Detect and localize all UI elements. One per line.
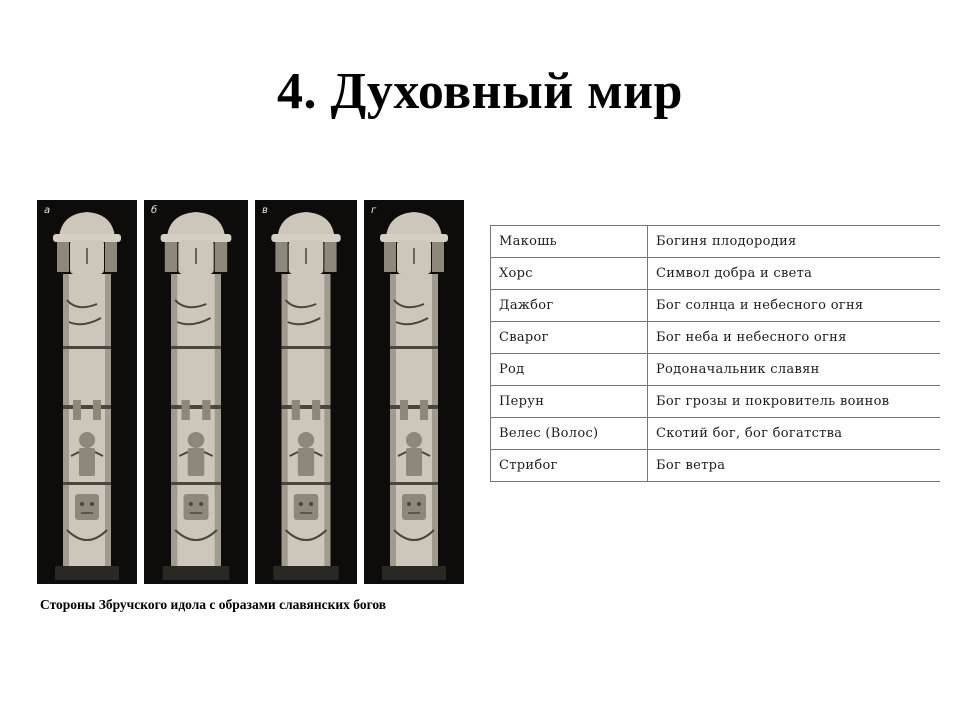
god-row bbox=[491, 418, 941, 450]
god-name-cell: Стрибог bbox=[491, 450, 648, 482]
god-row bbox=[491, 258, 941, 290]
god-name-cell: Дажбог bbox=[491, 290, 648, 322]
god-role-cell: Бог ветра bbox=[648, 450, 941, 482]
god-role-cell: Бог солнца и небесного огня bbox=[648, 290, 941, 322]
god-name-cell: Велес (Волос) bbox=[491, 418, 648, 450]
god-role-cell: Скотий бог, бог богатства bbox=[648, 418, 941, 450]
god-name-cell: Перун bbox=[491, 386, 648, 418]
panel-letter-label: б bbox=[151, 205, 158, 216]
idol-side-panel bbox=[144, 200, 248, 584]
panel-letter-label: а bbox=[44, 205, 51, 216]
god-role-cell: Бог грозы и покровитель воинов bbox=[648, 386, 941, 418]
god-row bbox=[491, 354, 941, 386]
idol-side-panel bbox=[37, 200, 137, 584]
god-name-cell: Сварог bbox=[491, 322, 648, 354]
figure-caption: Стороны Збручского идола с образами славянских богов bbox=[40, 597, 387, 612]
god-role-cell: Богиня плодородия bbox=[648, 226, 941, 258]
stone-idol-image bbox=[255, 200, 357, 584]
gods-table bbox=[490, 225, 940, 482]
god-name-cell: Род bbox=[491, 354, 648, 386]
idol-photo-figure bbox=[37, 200, 465, 586]
stone-idol-image bbox=[37, 200, 137, 584]
god-role-cell: Символ добра и света bbox=[648, 258, 941, 290]
idol-side-panel bbox=[364, 200, 464, 584]
slide-title: 4. Духовный мир bbox=[277, 63, 683, 120]
panel-letter-label: г bbox=[371, 205, 377, 216]
stone-idol-image bbox=[364, 200, 464, 584]
god-row bbox=[491, 290, 941, 322]
god-row bbox=[491, 322, 941, 354]
god-name-cell: Макошь bbox=[491, 226, 648, 258]
god-name-cell: Хорс bbox=[491, 258, 648, 290]
panel-letter-label: в bbox=[262, 205, 268, 216]
god-row bbox=[491, 226, 941, 258]
gods-table-body bbox=[491, 226, 941, 482]
god-row bbox=[491, 386, 941, 418]
stone-idol-image bbox=[144, 200, 248, 584]
god-role-cell: Родоначальник славян bbox=[648, 354, 941, 386]
god-role-cell: Бог неба и небесного огня bbox=[648, 322, 941, 354]
idol-side-panel bbox=[255, 200, 357, 584]
god-row bbox=[491, 450, 941, 482]
